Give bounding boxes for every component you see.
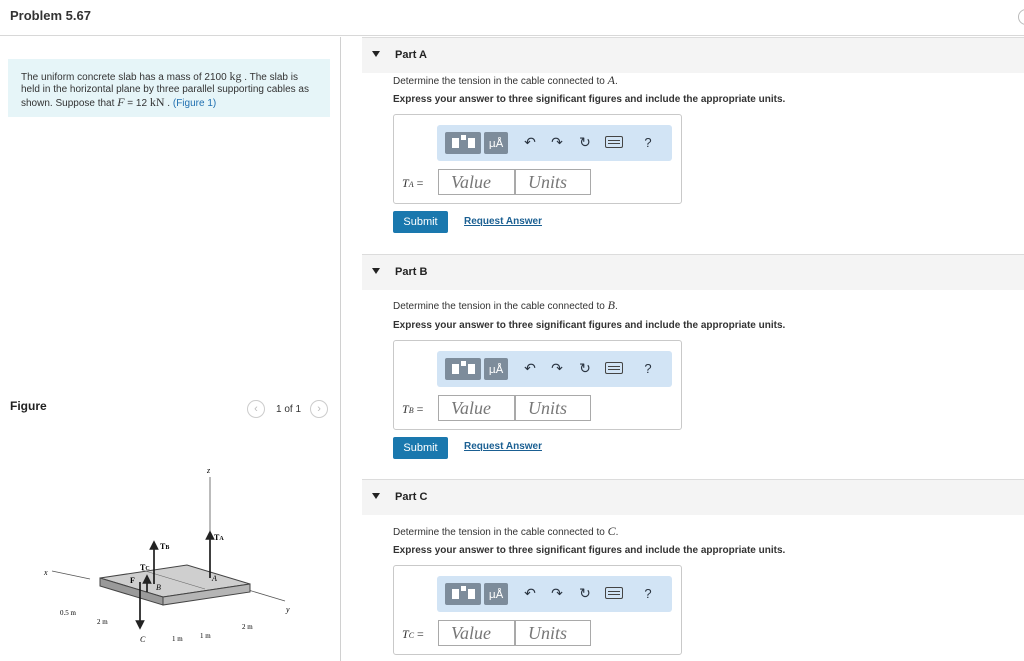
top-bar: [0, 0, 1024, 36]
part-c-question: Determine the tension in the cable connected to C.: [393, 524, 619, 538]
units-button[interactable]: µÅ: [484, 132, 508, 154]
point-b-label: B: [156, 583, 161, 592]
part-c-header[interactable]: Part C: [362, 479, 1024, 515]
part-a-answer-box: [393, 114, 682, 204]
part-b-instruction: Express your answer to three significant figures and include the appropriate units.: [393, 320, 786, 331]
problem-statement: The uniform concrete slab has a mass of 2100 kg . The slab is held in the horizontal plane by three parallel supporting cables as shown. Suppose that F = 12 kN . (Figure 1): [8, 59, 330, 117]
units-input[interactable]: Units: [515, 395, 591, 421]
templates-button[interactable]: [445, 583, 481, 605]
part-a-header[interactable]: Part A: [362, 37, 1024, 73]
tb-label: TB: [160, 542, 170, 551]
units-button[interactable]: µÅ: [484, 358, 508, 380]
figure-heading: Figure: [10, 399, 47, 413]
keyboard-icon[interactable]: [605, 136, 623, 148]
undo-icon[interactable]: ↶: [524, 135, 536, 151]
part-a-instruction: Express your answer to three significant figures and include the appropriate units.: [393, 94, 786, 105]
tc-label: TC: [140, 563, 150, 572]
part-a-eq-label: TA =: [402, 176, 424, 190]
dim-1m-second: 1 m: [200, 632, 211, 640]
part-c-instruction: Express your answer to three significant figures and include the appropriate units.: [393, 545, 786, 556]
value-input[interactable]: Value: [438, 395, 515, 421]
part-a-request-answer-link[interactable]: Request Answer: [464, 216, 542, 227]
reset-icon[interactable]: ↻: [579, 361, 591, 377]
templates-button[interactable]: [445, 132, 481, 154]
part-c-answer-box: [393, 565, 682, 655]
collapse-triangle-icon[interactable]: [372, 51, 380, 57]
units-button[interactable]: µÅ: [484, 583, 508, 605]
force-f-label: F: [130, 576, 135, 585]
redo-icon[interactable]: ↷: [551, 361, 563, 377]
part-a-submit-button[interactable]: Submit: [393, 211, 448, 233]
collapse-triangle-icon[interactable]: [372, 268, 380, 274]
equation-toolbar: [437, 576, 672, 612]
equation-toolbar: [437, 351, 672, 387]
dim-2m-left: 2 m: [97, 618, 108, 626]
part-b-submit-button[interactable]: Submit: [393, 437, 448, 459]
units-input[interactable]: Units: [515, 169, 591, 195]
ta-label: TA: [214, 533, 224, 542]
slab-figure: [30, 457, 330, 647]
top-right-control[interactable]: [1018, 9, 1024, 25]
collapse-triangle-icon[interactable]: [372, 493, 380, 499]
help-icon[interactable]: ?: [644, 361, 652, 376]
part-b-header[interactable]: Part B: [362, 254, 1024, 290]
axis-x-label: x: [44, 568, 48, 577]
equation-toolbar: [437, 125, 672, 161]
chevron-right-icon[interactable]: ›: [310, 400, 328, 418]
axis-y-label: y: [286, 605, 290, 614]
value-input[interactable]: Value: [438, 169, 515, 195]
undo-icon[interactable]: ↶: [524, 361, 536, 377]
part-c-eq-label: TC =: [402, 627, 424, 641]
part-b-question: Determine the tension in the cable connected to B.: [393, 298, 618, 312]
templates-button[interactable]: [445, 358, 481, 380]
part-a-question: Determine the tension in the cable connected to A.: [393, 73, 618, 87]
reset-icon[interactable]: ↻: [579, 135, 591, 151]
dim-2m-right: 2 m: [242, 623, 253, 631]
redo-icon[interactable]: ↷: [551, 135, 563, 151]
part-b-request-answer-link[interactable]: Request Answer: [464, 441, 542, 452]
units-input[interactable]: Units: [515, 620, 591, 646]
keyboard-icon[interactable]: [605, 587, 623, 599]
keyboard-icon[interactable]: [605, 362, 623, 374]
redo-icon[interactable]: ↷: [551, 586, 563, 602]
figure-counter: 1 of 1: [276, 403, 302, 415]
point-a-label: A: [212, 574, 217, 583]
value-input[interactable]: Value: [438, 620, 515, 646]
problem-title: Problem 5.67: [10, 8, 91, 23]
help-icon[interactable]: ?: [644, 135, 652, 150]
chevron-left-icon[interactable]: ‹: [247, 400, 265, 418]
figure-pager: [247, 400, 328, 418]
help-icon[interactable]: ?: [644, 586, 652, 601]
left-panel: [0, 37, 341, 661]
axis-z-label: z: [207, 466, 211, 475]
undo-icon[interactable]: ↶: [524, 586, 536, 602]
point-c-label: C: [140, 635, 146, 644]
part-b-eq-label: TB =: [402, 402, 424, 416]
dim-0-5m: 0.5 m: [60, 609, 76, 617]
part-b-answer-box: [393, 340, 682, 430]
dim-1m-first: 1 m: [172, 635, 183, 643]
reset-icon[interactable]: ↻: [579, 586, 591, 602]
parts-panel: [362, 37, 1024, 661]
figure-link[interactable]: (Figure 1): [172, 98, 217, 109]
